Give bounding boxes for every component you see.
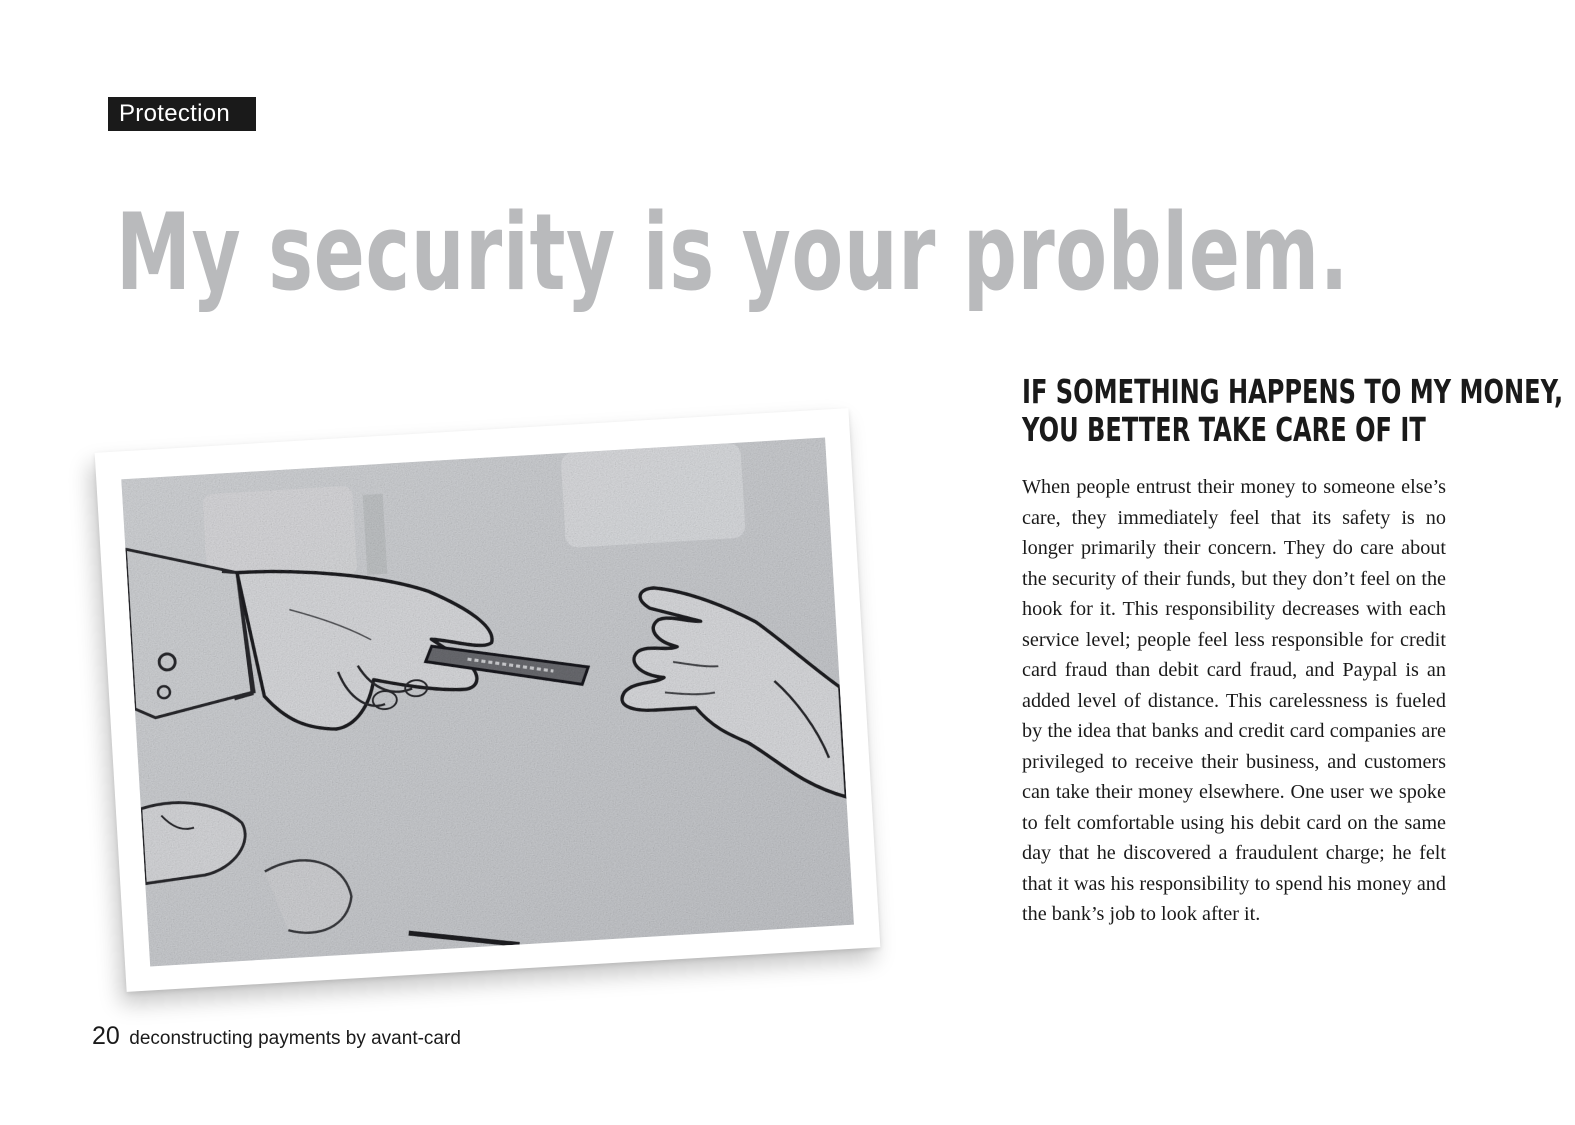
article-body: When people entrust their money to someone else’s care, they immediately feel that its safety is no longer primarily their concern. They do care about the security of their funds, but they don’t feel on the hook for it. This responsibility decreases with each service level; people feel less responsible for credit card fraud than debit card fraud, and Paypal is an added level of distance. This carelessness is fueled by the idea that banks and credit card companies are privileged to receive their business, and customers can take their money elsewhere. One user we spoke to felt comfortable using his debit card on the same day that he discovered a fraudulent charge; he felt that it was his responsibility to spend his money and the bank’s job to look after it. [1022,476,1446,925]
photo-frame [95,408,881,992]
publication-title: deconstructing payments by avant-card [129,1028,461,1049]
page-number: 20 [92,1022,120,1050]
card-handoff-illustration [121,438,854,967]
section-tag: Protection [108,97,256,131]
card-handoff-photo [121,438,854,967]
article-heading [1022,372,1564,449]
page-headline: My security is your problem. [116,191,1350,314]
article-heading-line-1: IF SOMETHING HAPPENS TO MY MONEY, [1022,372,1564,411]
page-footer [92,1022,461,1051]
article-heading-line-2: YOU BETTER TAKE CARE OF IT [1022,410,1426,449]
